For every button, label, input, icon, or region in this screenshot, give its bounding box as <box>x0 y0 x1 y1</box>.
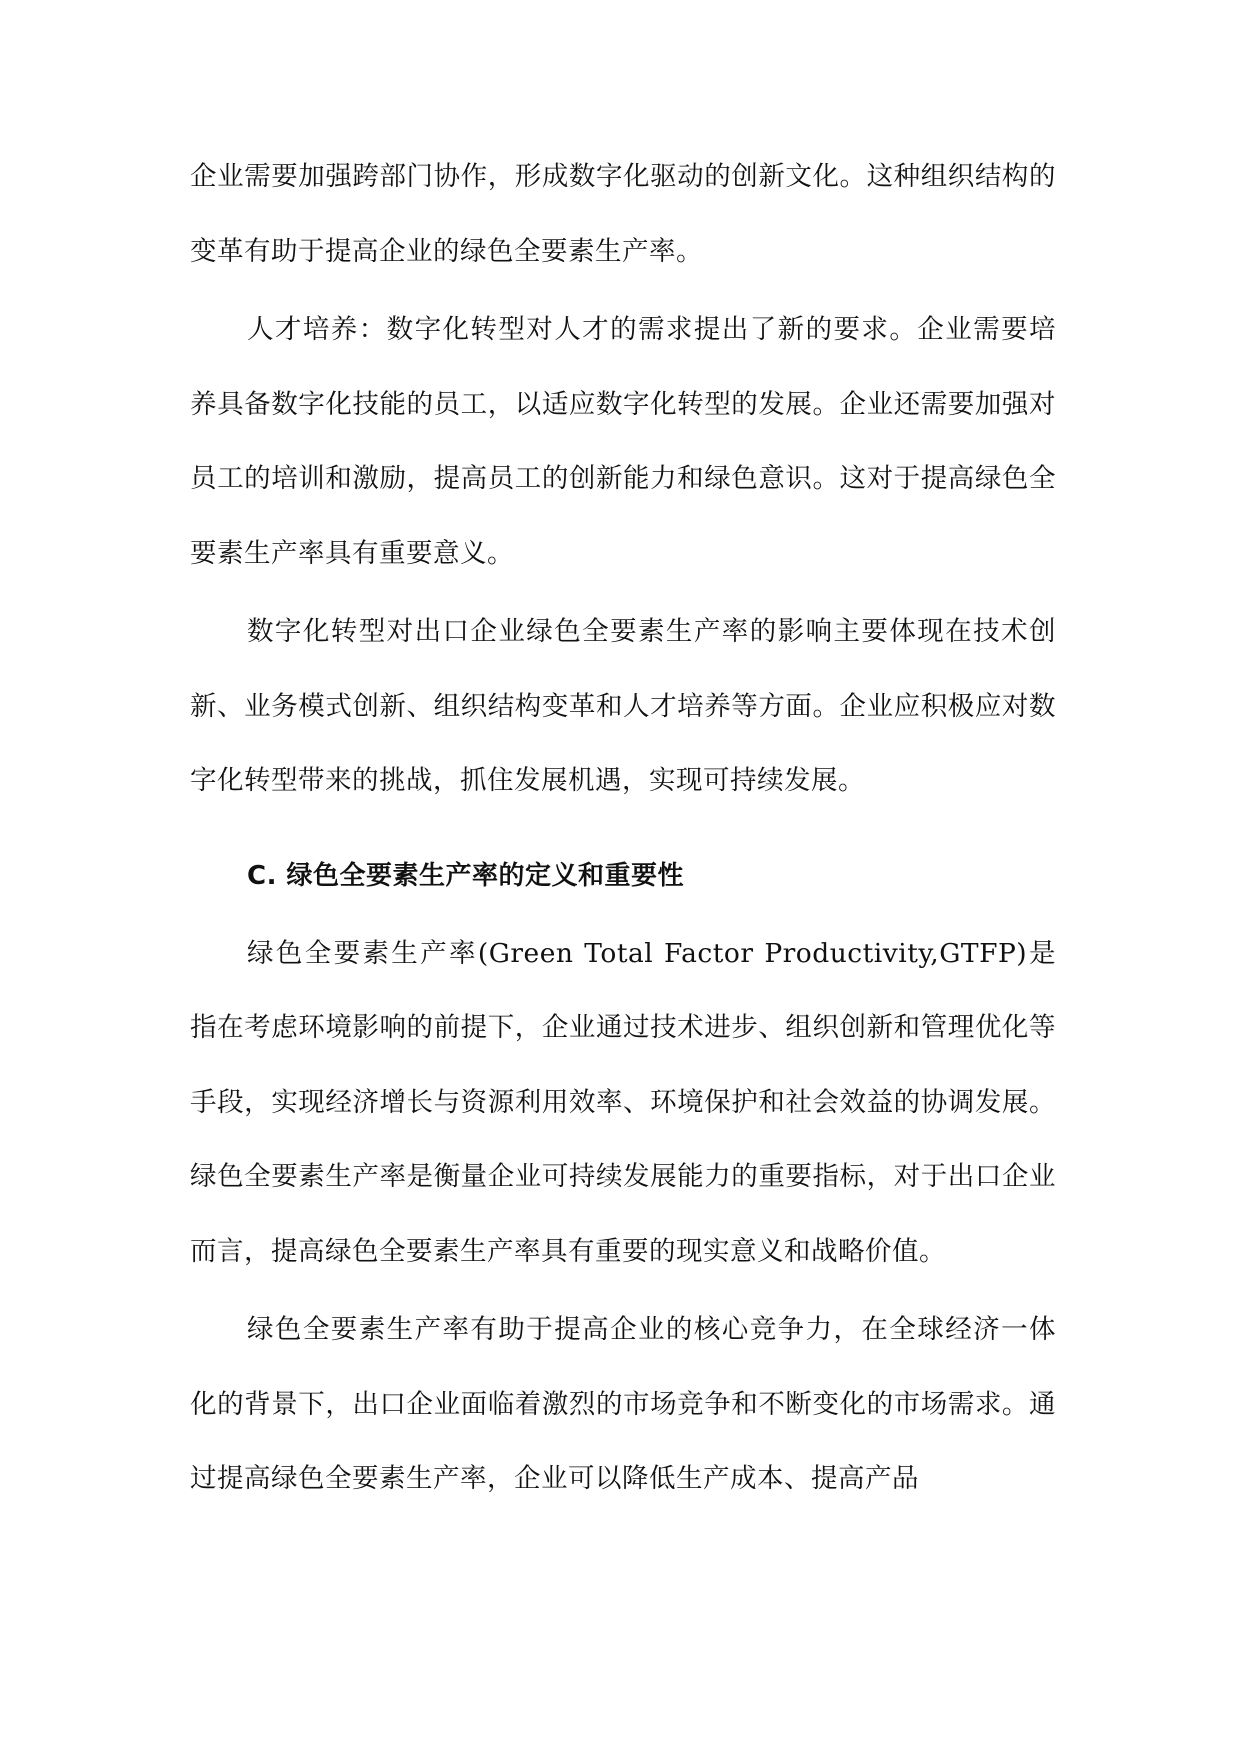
paragraph-organization-change: 企业需要加强跨部门协作，形成数字化驱动的创新文化。这种组织结构的变革有助于提高企业的绿色全要素生产率。 <box>190 161 1056 267</box>
paragraph-talent-training: 人才培养：数字化转型对人才的需求提出了新的要求。企业需要培养具备数字化技能的员工，以适应数字化转型的发展。企业还需要加强对员工的培训和激励，提高员工的创新能力和绿色意识。这对于提高绿色全要素生产率具有重要意义。 <box>190 314 1056 569</box>
document-body <box>190 140 1056 1521</box>
paragraph-digital-impact-summary: 数字化转型对出口企业绿色全要素生产率的影响主要体现在技术创新、业务模式创新、组织结构变革和人才培养等方面。企业应积极应对数字化转型带来的挑战，抓住发展机遇，实现可持续发展。 <box>190 616 1056 796</box>
paragraph-gtfp-competitiveness: 绿色全要素生产率有助于提高企业的核心竞争力，在全球经济一体化的背景下，出口企业面临着激烈的市场竞争和不断变化的市场需求。通过提高绿色全要素生产率，企业可以降低生产成本、提高产品 <box>190 1314 1056 1494</box>
paragraph-gtfp-definition: 绿色全要素生产率(Green Total Factor Productivity,GTFP)是指在考虑环境影响的前提下，企业通过技术进步、组织创新和管理优化等手段，实现经济增长与资源利用效率、环境保护和社会效益的协调发展。绿色全要素生产率是衡量企业可持续发展能力的重要指标，对于出口企业而言，提高绿色全要素生产率具有重要的现实意义和战略价值。 <box>190 937 1056 1267</box>
section-heading-c: C. 绿色全要素生产率的定义和重要性 <box>247 860 685 891</box>
